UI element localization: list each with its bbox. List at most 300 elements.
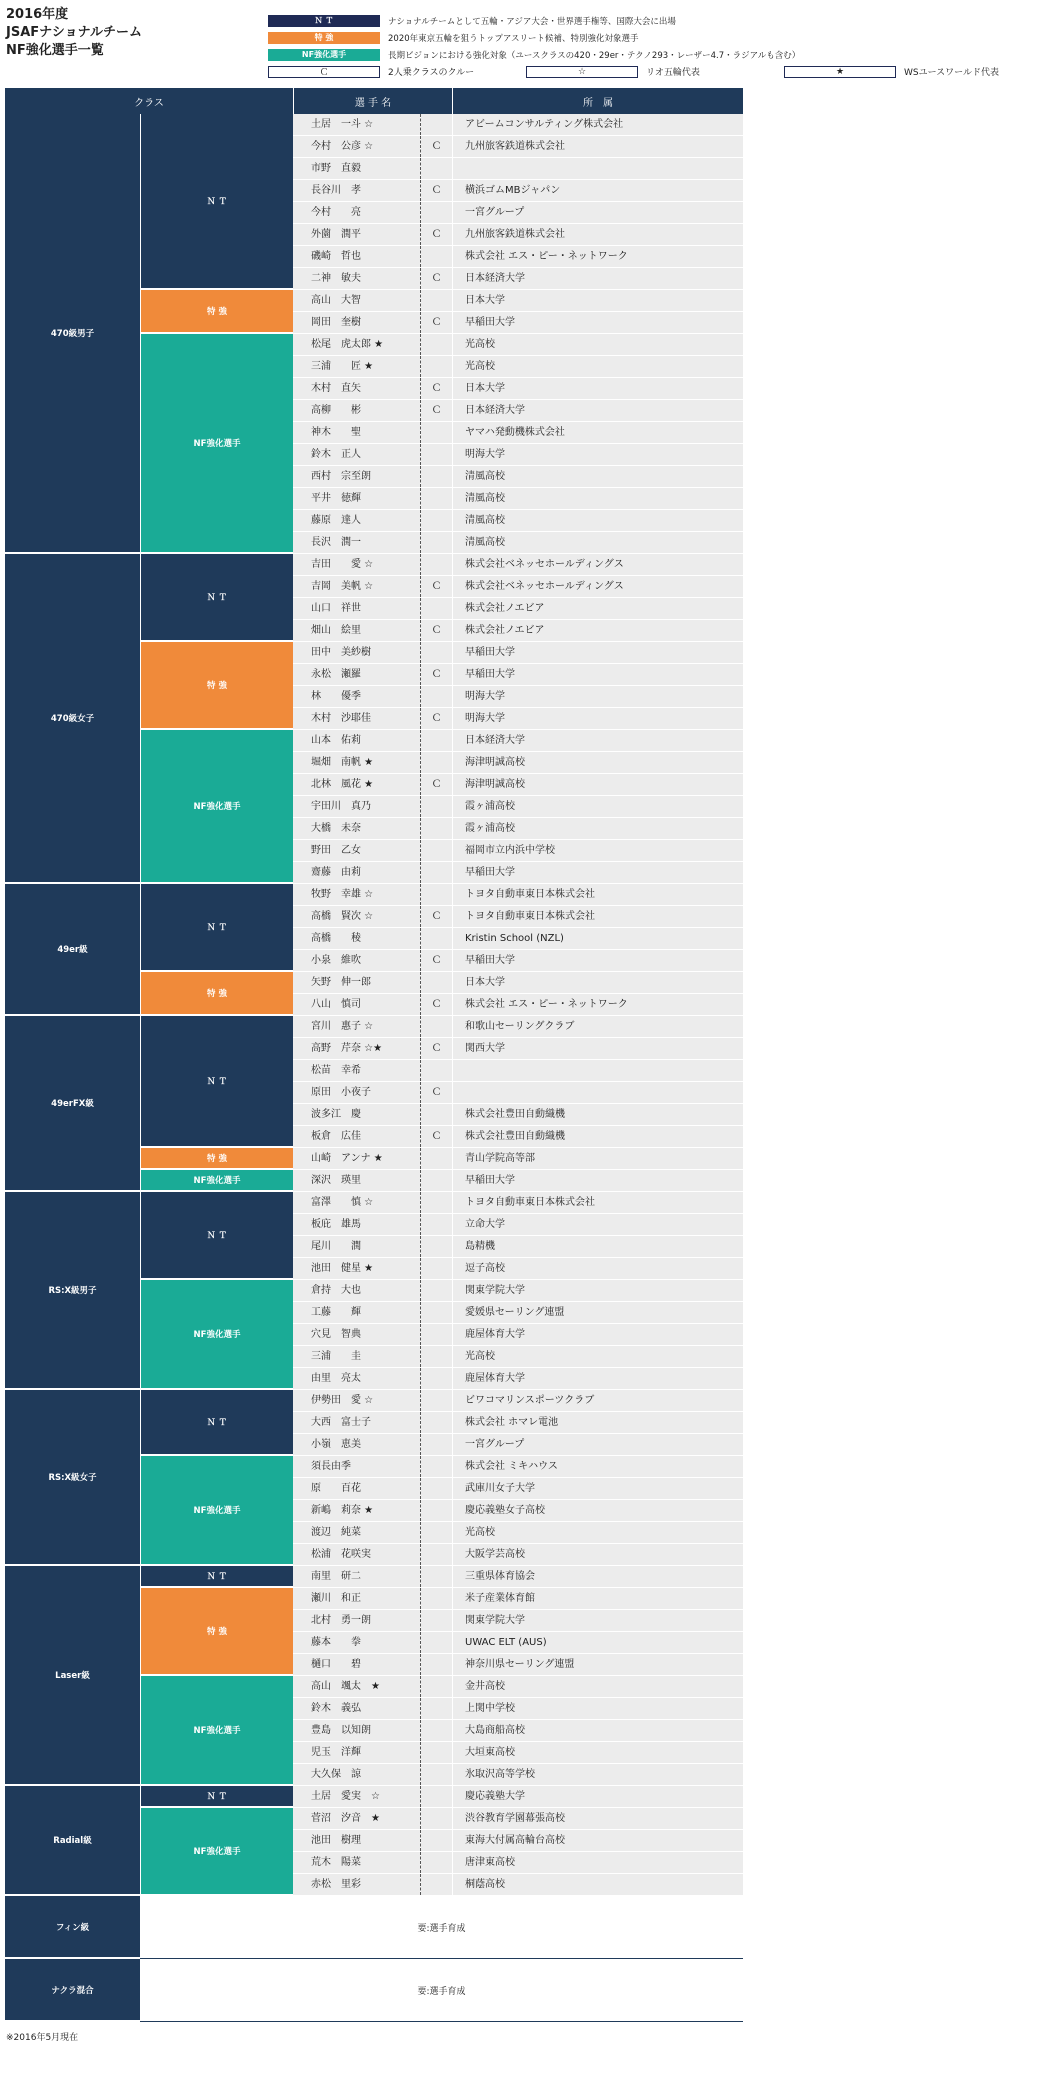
affiliation: ヤマハ発動機株式会社 <box>453 422 743 443</box>
athlete-name: 藤本 拳 <box>293 1632 420 1653</box>
table-row <box>293 1654 743 1676</box>
table-row <box>293 840 743 862</box>
crew-mark <box>421 1192 452 1213</box>
divider <box>420 1522 421 1543</box>
crew-mark <box>421 1104 452 1125</box>
divider <box>420 224 421 245</box>
athlete-name: 木村 直矢 <box>293 378 420 399</box>
affiliation: トヨタ自動車東日本株式会社 <box>453 906 743 927</box>
athlete-name: 高山 大智 <box>293 290 420 311</box>
category-nf: NF強化選手 <box>140 1808 293 1896</box>
affiliation: 日本経済大学 <box>453 400 743 421</box>
divider <box>420 752 421 773</box>
affiliation: 明海大学 <box>453 708 743 729</box>
crew-mark <box>421 1500 452 1521</box>
athlete-name: 北林 風花 ★ <box>293 774 420 795</box>
athlete-name: 長沢 潤一 <box>293 532 420 553</box>
athlete-name: 南里 研二 <box>293 1566 420 1587</box>
table-row <box>293 642 743 664</box>
athlete-name: 小嶺 恵美 <box>293 1434 420 1455</box>
divider <box>420 818 421 839</box>
affiliation: 光高校 <box>453 356 743 377</box>
affiliation: 清風高校 <box>453 510 743 531</box>
table-row <box>293 994 743 1016</box>
table-row <box>293 1060 743 1082</box>
table-row <box>293 1214 743 1236</box>
table-row <box>293 1280 743 1302</box>
affiliation: 光高校 <box>453 1346 743 1367</box>
affiliation: 大島商船高校 <box>453 1720 743 1741</box>
divider <box>420 862 421 883</box>
affiliation: 株式会社ノエビア <box>453 620 743 641</box>
affiliation: 九州旅客鉄道株式会社 <box>453 136 743 157</box>
athlete-name: 田中 美紗樹 <box>293 642 420 663</box>
table-row <box>293 818 743 840</box>
divider <box>420 620 421 641</box>
crew-mark <box>421 1434 452 1455</box>
divider <box>420 730 421 751</box>
crew-mark <box>421 730 452 751</box>
athlete-name: 池田 健星 ★ <box>293 1258 420 1279</box>
athlete-name: 池田 樹理 <box>293 1830 420 1851</box>
divider <box>420 246 421 267</box>
athlete-name: 八山 慎司 <box>293 994 420 1015</box>
affiliation: 株式会社 ホマレ電池 <box>453 1412 743 1433</box>
table-row <box>293 796 743 818</box>
legend-text: ナショナルチームとして五輪・アジア大会・世界選手権等、国際大会に出場 <box>388 16 676 27</box>
crew-mark <box>421 444 452 465</box>
divider <box>420 1192 421 1213</box>
affiliation: 株式会社 エス・ピー・ネットワーク <box>453 246 743 267</box>
athlete-name: 平井 徳輝 <box>293 488 420 509</box>
divider <box>420 532 421 553</box>
crew-mark: Ｃ <box>421 576 452 597</box>
category-nt: Ｎ Ｔ <box>140 1390 293 1456</box>
table-row <box>293 620 743 642</box>
table-row <box>293 488 743 510</box>
affiliation: 早稲田大学 <box>453 1170 743 1191</box>
affiliation: 日本大学 <box>453 290 743 311</box>
crew-mark: Ｃ <box>421 180 452 201</box>
athlete-name: 木村 沙耶佳 <box>293 708 420 729</box>
divider <box>420 1258 421 1279</box>
affiliation: 海津明誠高校 <box>453 774 743 795</box>
table-row <box>293 1610 743 1632</box>
divider <box>420 1324 421 1345</box>
affiliation: 霞ヶ浦高校 <box>453 796 743 817</box>
divider <box>420 1082 421 1103</box>
affiliation: 上関中学校 <box>453 1698 743 1719</box>
crew-mark: Ｃ <box>421 378 452 399</box>
crew-mark <box>421 1368 452 1389</box>
athlete-name: 大久保 諒 <box>293 1764 420 1785</box>
legend-symbol-text: WSユースワールド代表 <box>904 68 999 78</box>
athlete-name: 今村 亮 <box>293 202 420 223</box>
divider <box>420 554 421 575</box>
table-row <box>293 114 743 136</box>
crew-mark <box>421 1324 452 1345</box>
category-tk: 特 強 <box>140 290 293 334</box>
crew-mark <box>421 1786 452 1807</box>
category-tk: 特 強 <box>140 642 293 730</box>
crew-mark: Ｃ <box>421 136 452 157</box>
divider <box>420 466 421 487</box>
class-cell: 49er級 <box>5 884 140 1016</box>
category-nf: NF強化選手 <box>140 1280 293 1390</box>
table-row <box>293 510 743 532</box>
affiliation: ビワコマリンスポーツクラブ <box>453 1390 743 1411</box>
affiliation: 株式会社 エス・ピー・ネットワーク <box>453 994 743 1015</box>
crew-mark <box>421 1456 452 1477</box>
athlete-name: 大橋 未奈 <box>293 818 420 839</box>
athlete-name: 大西 富士子 <box>293 1412 420 1433</box>
table-row <box>293 1456 743 1478</box>
crew-mark <box>421 1544 452 1565</box>
crew-mark <box>421 114 452 135</box>
divider <box>420 334 421 355</box>
affiliation: 島精機 <box>453 1236 743 1257</box>
divider <box>420 1566 421 1587</box>
category-nf: NF強化選手 <box>140 1676 293 1786</box>
table-row <box>293 1588 743 1610</box>
divider <box>420 158 421 179</box>
crew-mark <box>421 246 452 267</box>
divider <box>420 378 421 399</box>
crew-mark <box>421 1214 452 1235</box>
divider <box>420 1874 421 1895</box>
crew-mark <box>421 1676 452 1697</box>
roster-table <box>0 88 748 2022</box>
crew-mark <box>421 422 452 443</box>
divider <box>420 1170 421 1191</box>
table-row <box>293 158 743 180</box>
legend-item <box>268 29 1042 46</box>
table-row <box>293 312 743 334</box>
athlete-name: 工藤 輝 <box>293 1302 420 1323</box>
header <box>0 0 999 88</box>
affiliation: 日本大学 <box>453 378 743 399</box>
crew-mark <box>421 356 452 377</box>
athlete-name: 三浦 圭 <box>293 1346 420 1367</box>
athlete-name: 吉岡 美帆 ☆ <box>293 576 420 597</box>
crew-mark <box>421 1566 452 1587</box>
athlete-name: 松浦 花咲実 <box>293 1544 420 1565</box>
affiliation: 早稲田大学 <box>453 862 743 883</box>
divider <box>420 1148 421 1169</box>
crew-mark <box>421 598 452 619</box>
class-cell: フィン級 <box>5 1896 140 1959</box>
affiliation: 和歌山セーリングクラブ <box>453 1016 743 1037</box>
crew-mark: Ｃ <box>421 774 452 795</box>
affiliation <box>453 1082 743 1103</box>
table-row <box>293 862 743 884</box>
affiliation: 株式会社豊田自動織機 <box>453 1104 743 1125</box>
athlete-name: 山本 佑莉 <box>293 730 420 751</box>
divider <box>420 136 421 157</box>
athlete-name: 松苗 幸希 <box>293 1060 420 1081</box>
table-row <box>293 664 743 686</box>
athlete-name: 吉田 愛 ☆ <box>293 554 420 575</box>
header-affiliation: 所 属 <box>452 88 743 114</box>
affiliation: トヨタ自動車東日本株式会社 <box>453 1192 743 1213</box>
crew-mark: Ｃ <box>421 224 452 245</box>
table-row <box>293 1038 743 1060</box>
athlete-name: 伊勢田 愛 ☆ <box>293 1390 420 1411</box>
category-nt: Ｎ Ｔ <box>140 884 293 972</box>
athlete-name: 児玉 洋輝 <box>293 1742 420 1763</box>
category-nt: Ｎ Ｔ <box>140 1192 293 1280</box>
athlete-name: 西村 宗至朗 <box>293 466 420 487</box>
crew-mark <box>421 840 452 861</box>
divider <box>420 686 421 707</box>
affiliation: 渋谷教育学園幕張高校 <box>453 1808 743 1829</box>
crew-mark: Ｃ <box>421 620 452 641</box>
crew-mark <box>421 1522 452 1543</box>
crew-mark: Ｃ <box>421 1126 452 1147</box>
category-nt: Ｎ Ｔ <box>140 1016 293 1148</box>
table-row <box>293 884 743 906</box>
crew-mark <box>421 1170 452 1191</box>
athlete-name: 小泉 維吹 <box>293 950 420 971</box>
class-cell: Laser級 <box>5 1566 140 1786</box>
athlete-name: 由里 亮太 <box>293 1368 420 1389</box>
category-nf: NF強化選手 <box>140 334 293 554</box>
table-row <box>293 1258 743 1280</box>
athlete-name: 齋藤 由莉 <box>293 862 420 883</box>
table-row <box>293 1852 743 1874</box>
affiliation: 鹿屋体育大学 <box>453 1324 743 1345</box>
affiliation: 氷取沢高等学校 <box>453 1764 743 1785</box>
affiliation: UWAC ELT (AUS) <box>453 1632 743 1653</box>
athlete-name: 高山 颯太 ★ <box>293 1676 420 1697</box>
divider <box>420 884 421 905</box>
table-row <box>293 1148 743 1170</box>
crew-mark <box>421 1258 452 1279</box>
affiliation: 早稲田大学 <box>453 312 743 333</box>
table-row <box>293 1104 743 1126</box>
divider <box>420 268 421 289</box>
table-row <box>293 774 743 796</box>
table-row <box>293 378 743 400</box>
affiliation: 光高校 <box>453 1522 743 1543</box>
affiliation: 福岡市立内浜中学校 <box>453 840 743 861</box>
divider <box>420 1588 421 1609</box>
affiliation: 慶応義塾女子高校 <box>453 1500 743 1521</box>
affiliation: 一宮グループ <box>453 202 743 223</box>
athlete-name: 須長由季 <box>293 1456 420 1477</box>
divider <box>420 1236 421 1257</box>
athlete-name: 深沢 瑛里 <box>293 1170 420 1191</box>
table-row <box>293 334 743 356</box>
divider <box>420 1852 421 1873</box>
crew-mark <box>421 1830 452 1851</box>
athlete-name: 堀畑 南帆 ★ <box>293 752 420 773</box>
crew-mark <box>421 510 452 531</box>
athlete-name: 松尾 虎太郎 ★ <box>293 334 420 355</box>
athlete-name: 永松 瀬羅 <box>293 664 420 685</box>
athlete-name: 北村 勇一朗 <box>293 1610 420 1631</box>
category-nf: NF強化選手 <box>140 1170 293 1192</box>
crew-mark: Ｃ <box>421 312 452 333</box>
category-nt: Ｎ Ｔ <box>140 114 293 290</box>
table-row <box>293 730 743 752</box>
athlete-name: 荒木 陽菜 <box>293 1852 420 1873</box>
crew-mark <box>421 334 452 355</box>
table-row <box>293 422 743 444</box>
divider <box>420 972 421 993</box>
athlete-name: 板庇 雄馬 <box>293 1214 420 1235</box>
crew-mark <box>421 796 452 817</box>
athlete-name: 野田 乙女 <box>293 840 420 861</box>
athlete-name: 牧野 幸雄 ☆ <box>293 884 420 905</box>
athlete-name: 原田 小夜子 <box>293 1082 420 1103</box>
category-tk: 特 強 <box>140 1148 293 1170</box>
divider <box>420 796 421 817</box>
divider <box>420 1412 421 1433</box>
affiliation: 株式会社ノエビア <box>453 598 743 619</box>
athlete-name: 藤原 達人 <box>293 510 420 531</box>
affiliation: 明海大学 <box>453 444 743 465</box>
category-nt: Ｎ Ｔ <box>140 1566 293 1588</box>
athlete-name: 宇田川 真乃 <box>293 796 420 817</box>
table-row <box>293 1236 743 1258</box>
crew-mark <box>421 884 452 905</box>
divider <box>420 598 421 619</box>
crew-mark <box>421 1060 452 1081</box>
table-row <box>293 1016 743 1038</box>
class-cell: Radial級 <box>5 1786 140 1896</box>
athlete-name: 尾川 潤 <box>293 1236 420 1257</box>
table-row <box>293 1874 743 1896</box>
athlete-name: 鈴木 義弘 <box>293 1698 420 1719</box>
affiliation: 武庫川女子大学 <box>453 1478 743 1499</box>
affiliation: 明海大学 <box>453 686 743 707</box>
athlete-name: 原 百花 <box>293 1478 420 1499</box>
category-nt: Ｎ Ｔ <box>140 554 293 642</box>
affiliation: 大垣東高校 <box>453 1742 743 1763</box>
table-row <box>293 1808 743 1830</box>
table-row <box>293 950 743 972</box>
crew-mark <box>421 1720 452 1741</box>
divider <box>420 510 421 531</box>
crew-mark: Ｃ <box>421 1082 452 1103</box>
crew-mark: Ｃ <box>421 400 452 421</box>
development-note: 要:選手育成 <box>140 1959 743 2022</box>
affiliation: 桐蔭高校 <box>453 1874 743 1895</box>
affiliation: 鹿屋体育大学 <box>453 1368 743 1389</box>
table-row <box>293 928 743 950</box>
category-nf: NF強化選手 <box>140 1456 293 1566</box>
affiliation: 米子産業体育館 <box>453 1588 743 1609</box>
table-row <box>293 554 743 576</box>
table-row <box>293 180 743 202</box>
divider <box>420 576 421 597</box>
affiliation: 金井高校 <box>453 1676 743 1697</box>
table-row <box>293 1522 743 1544</box>
athlete-name: 今村 公彦 ☆ <box>293 136 420 157</box>
table-row <box>293 1192 743 1214</box>
legend-symbols <box>268 63 1042 80</box>
category-tk: 特 強 <box>140 1588 293 1676</box>
affiliation: 関西大学 <box>453 1038 743 1059</box>
legend-symbol-text: リオ五輪代表 <box>646 68 700 78</box>
athlete-name: 矢野 伸一郎 <box>293 972 420 993</box>
divider <box>420 422 421 443</box>
table-row <box>293 1170 743 1192</box>
page-title: 2016年度 JSAFナショナルチーム NF強化選手一覧 <box>6 7 142 58</box>
crew-mark <box>421 1236 452 1257</box>
divider <box>420 1654 421 1675</box>
crew-mark <box>421 158 452 179</box>
crew-mark <box>421 1016 452 1037</box>
crew-mark <box>421 1588 452 1609</box>
crew-mark <box>421 1808 452 1829</box>
affiliation: 早稲田大学 <box>453 642 743 663</box>
crew-mark <box>421 532 452 553</box>
table-row <box>293 1302 743 1324</box>
table-row <box>293 1434 743 1456</box>
crew-mark <box>421 1874 452 1895</box>
athlete-name: 鈴木 正人 <box>293 444 420 465</box>
crew-mark: Ｃ <box>421 994 452 1015</box>
divider <box>420 444 421 465</box>
affiliation: 日本大学 <box>453 972 743 993</box>
divider <box>420 202 421 223</box>
athlete-name: 土居 愛実 ☆ <box>293 1786 420 1807</box>
affiliation: アビームコンサルティング株式会社 <box>453 114 743 135</box>
divider <box>420 642 421 663</box>
legend-text: 2020年東京五輪を狙うトップアスリート候補、特別強化対象選手 <box>388 33 639 44</box>
table-row <box>293 1478 743 1500</box>
divider <box>420 290 421 311</box>
crew-mark <box>421 1852 452 1873</box>
category-nf: NF強化選手 <box>140 730 293 884</box>
table-row <box>293 1830 743 1852</box>
divider <box>420 1038 421 1059</box>
crew-mark <box>421 818 452 839</box>
table-row <box>293 1742 743 1764</box>
divider <box>420 180 421 201</box>
divider <box>420 1368 421 1389</box>
athlete-name: 土居 一斗 ☆ <box>293 114 420 135</box>
class-cell: RS:X級女子 <box>5 1390 140 1566</box>
divider <box>420 488 421 509</box>
divider <box>420 1104 421 1125</box>
crew-mark <box>421 1302 452 1323</box>
divider <box>420 1676 421 1697</box>
affiliation: 株式会社豊田自動織機 <box>453 1126 743 1147</box>
table-row <box>293 972 743 994</box>
table-row <box>293 906 743 928</box>
athlete-name: 瀬川 和正 <box>293 1588 420 1609</box>
athlete-name: 豊島 以知朗 <box>293 1720 420 1741</box>
affiliation: 関東学院大学 <box>453 1610 743 1631</box>
table-row <box>293 686 743 708</box>
divider <box>420 928 421 949</box>
divider <box>420 114 421 135</box>
crew-mark: Ｃ <box>421 950 452 971</box>
affiliation: 逗子高校 <box>453 1258 743 1279</box>
table-row <box>293 1390 743 1412</box>
table-row <box>293 1368 743 1390</box>
divider <box>420 1632 421 1653</box>
table-row <box>293 598 743 620</box>
table-row <box>293 356 743 378</box>
divider <box>420 840 421 861</box>
table-row <box>293 1698 743 1720</box>
class-cell: RS:X級男子 <box>5 1192 140 1390</box>
affiliation: 青山学院高等部 <box>453 1148 743 1169</box>
